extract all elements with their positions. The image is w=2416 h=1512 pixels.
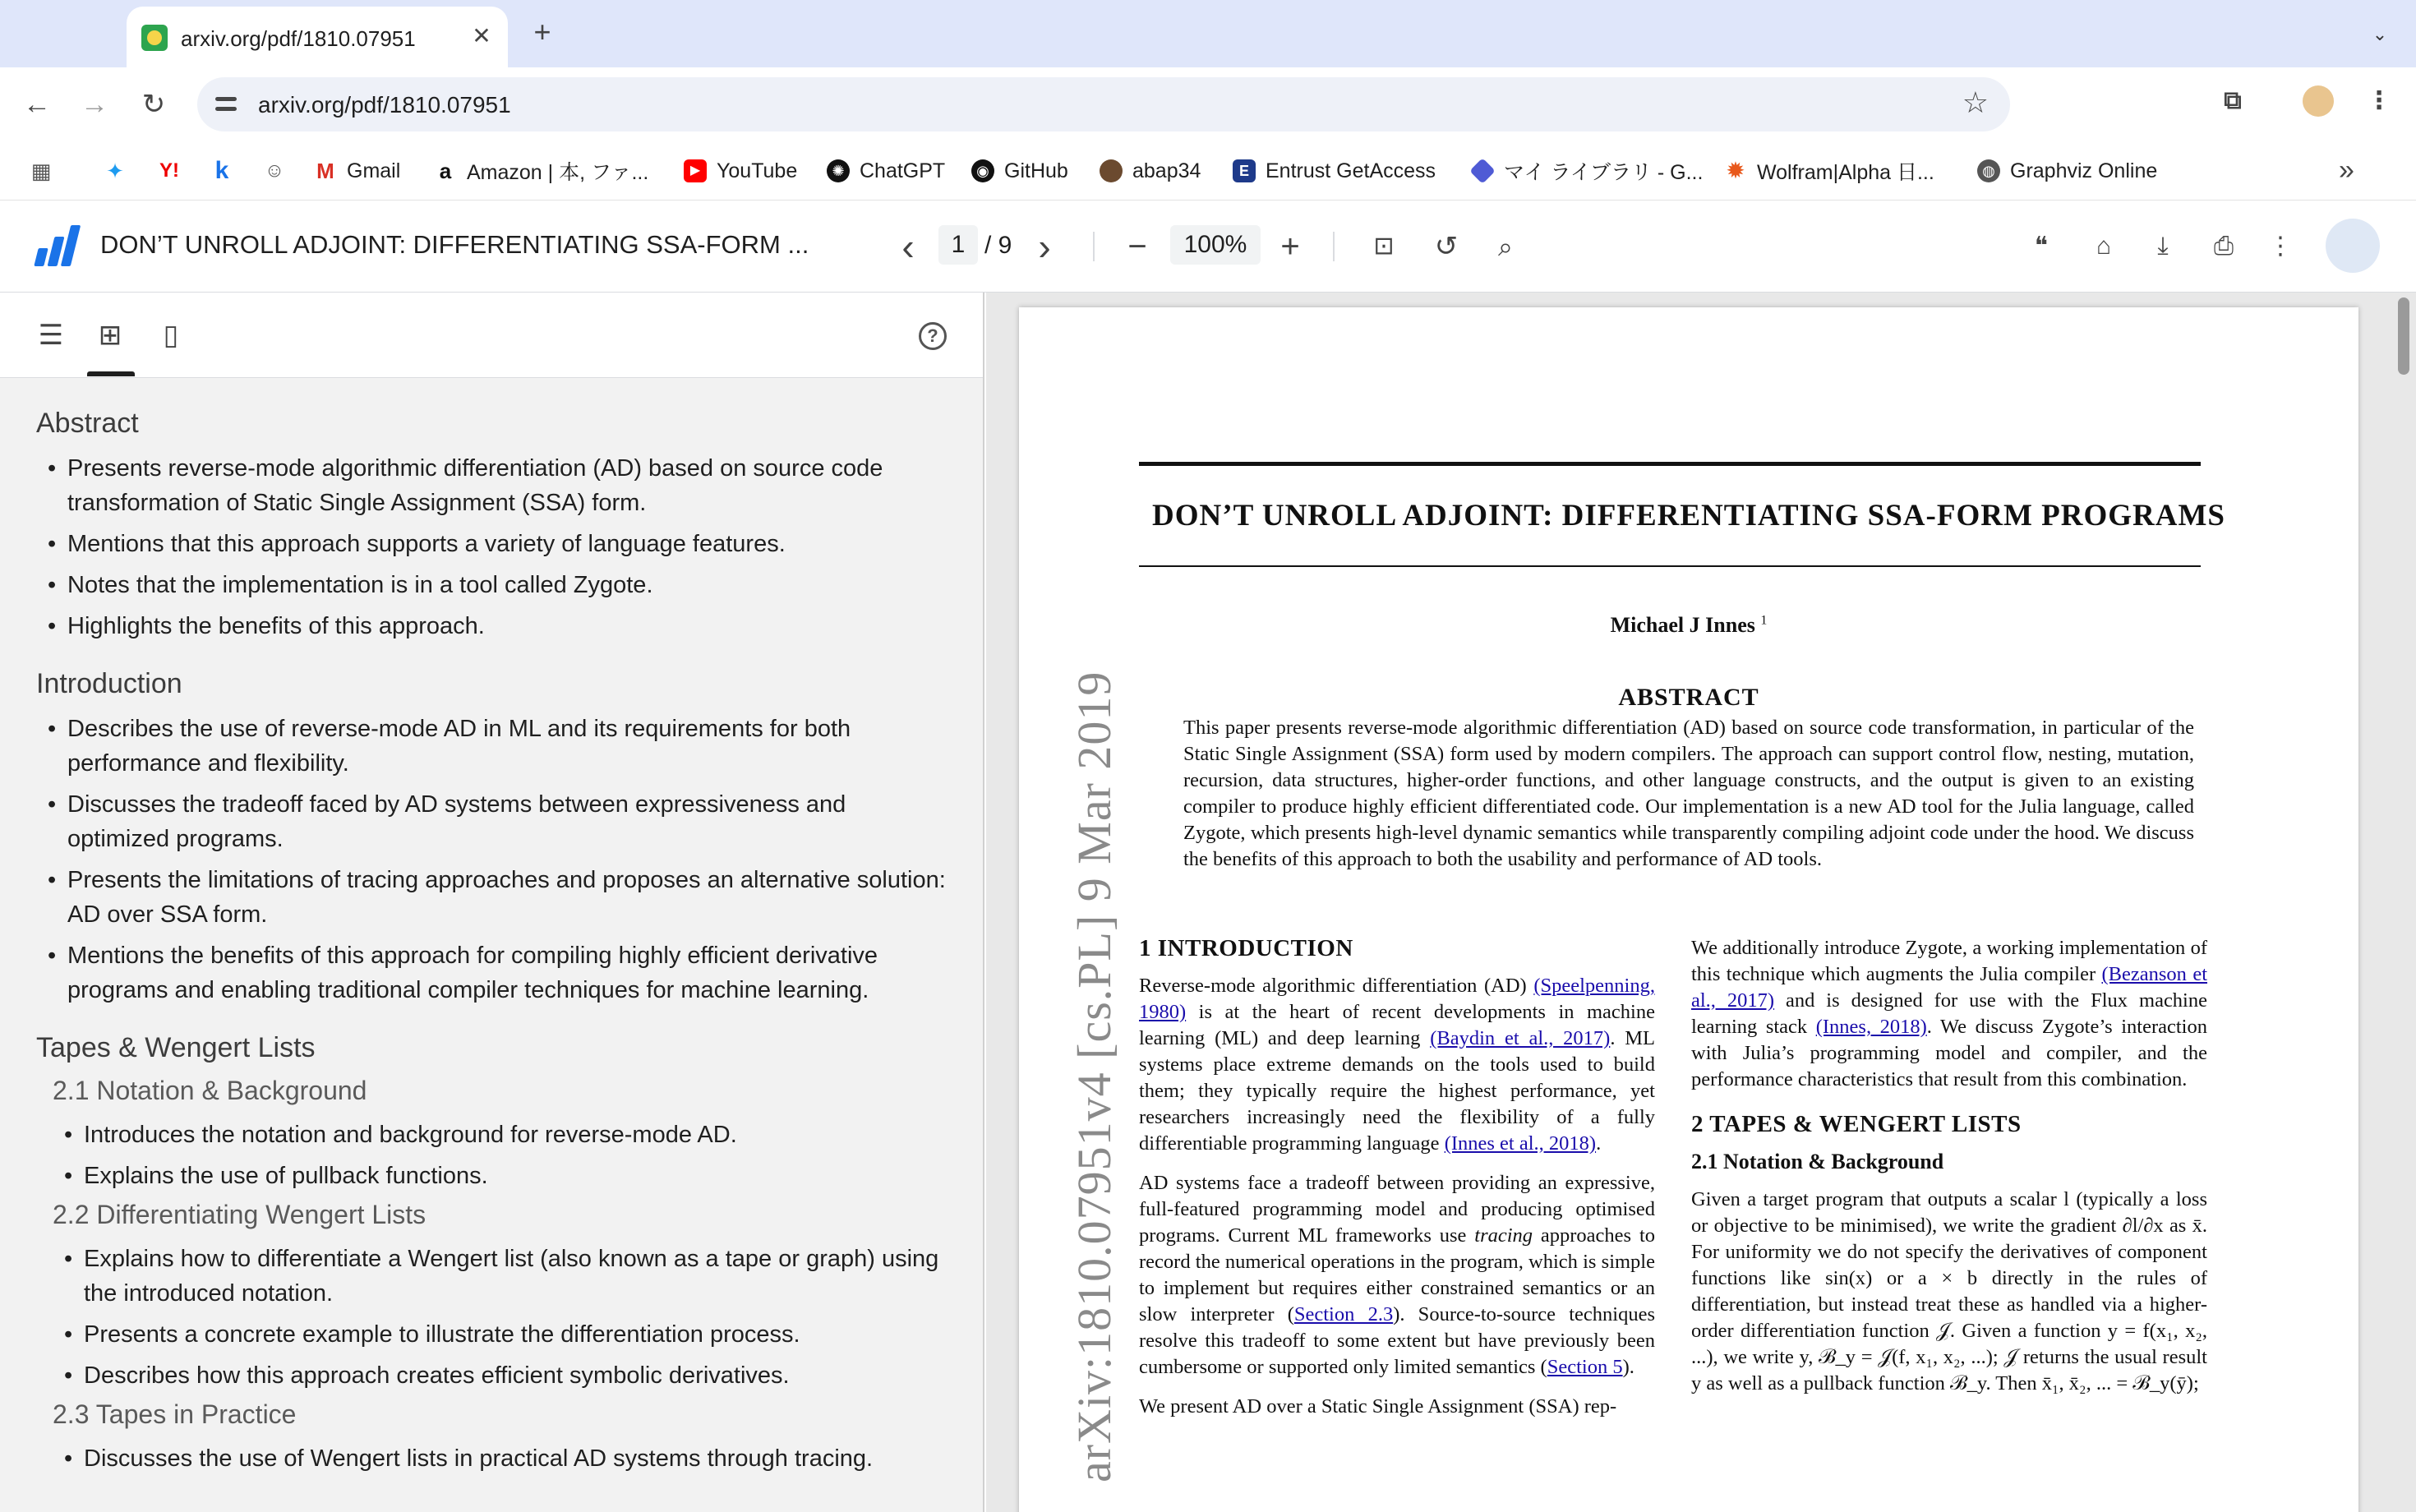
wolfram-icon: ✹ (1726, 158, 1745, 183)
list-item[interactable]: • Describes how this approach creates efficient symbolic derivatives. (36, 1358, 950, 1393)
bookmarks-bar (0, 141, 2416, 201)
youtube-icon: ▶ (684, 159, 707, 182)
title-rule-top (1139, 462, 2201, 466)
tab-document-icon[interactable]: ▯ (163, 320, 179, 351)
citation-link[interactable]: (Speelpenning, 1980) (1139, 975, 1655, 1023)
graphviz-icon: ◍ (1977, 159, 2000, 182)
list-item[interactable]: • Explains how to differentiate a Wengert list (also known as a tape or graph) using the introduced notation. (36, 1242, 950, 1311)
extensions-puzzle-icon[interactable]: ⧉ (2224, 87, 2242, 114)
scrollbar-thumb[interactable] (2398, 297, 2409, 375)
list-item[interactable]: • Notes that the implementation is in a tool called Zygote. (36, 568, 950, 602)
bookmark-amazon[interactable]: a Amazon | 本, ファ... (434, 156, 648, 186)
scholar-icon[interactable]: ⌂ (2096, 233, 2112, 260)
section-tapes (36, 1032, 950, 1476)
chrome-menu-icon[interactable]: ⋮ (2367, 87, 2391, 114)
right-column (1691, 935, 2207, 1410)
citation-link[interactable]: (Baydin et al., 2017) (1430, 1027, 1611, 1049)
paper-author: Michael J Innes $^1$ (1610, 613, 1768, 637)
title-rule-bottom (1139, 565, 2201, 567)
next-page-icon[interactable]: › (1038, 225, 1051, 268)
url-text[interactable]: arxiv.org/pdf/1810.07951 (258, 92, 511, 118)
zoom-level-input[interactable]: 100% (1170, 225, 1261, 265)
abstract-heading: ABSTRACT (1618, 684, 1759, 711)
section-introduction (36, 668, 950, 1007)
section-link[interactable]: Section 5 (1547, 1356, 1623, 1378)
citation-link[interactable]: (Innes et al., 2018) (1444, 1132, 1597, 1155)
previous-page-icon[interactable]: ‹ (901, 225, 915, 268)
pdf-page (1019, 307, 2358, 1512)
assistant-avatar[interactable] (2326, 219, 2380, 273)
print-icon[interactable]: ⎙ (2214, 233, 2234, 260)
sec2-heading: 2 TAPES & WENGERT LISTS (1691, 1111, 2022, 1137)
list-item[interactable]: • Explains the use of pullback functions. (36, 1159, 950, 1193)
pdf-viewer-logo-icon (33, 225, 79, 266)
bookmark-gmail[interactable]: M Gmail (314, 156, 400, 186)
list-item[interactable]: • Mentions that this approach supports a variety of language features. (36, 527, 950, 561)
robot-icon[interactable]: ☺ (264, 159, 285, 182)
bookmark-github[interactable]: ◉ GitHub (971, 156, 1068, 186)
zoom-in-icon[interactable]: + (1280, 228, 1300, 265)
list-item[interactable]: • Discusses the tradeoff faced by AD systems between expressiveness and optimized programs. (36, 787, 950, 856)
active-tab[interactable] (127, 7, 508, 67)
bookmarks-more-icon[interactable]: » (2339, 154, 2354, 186)
twitter-icon[interactable]: ✦ (106, 159, 124, 183)
abap34-icon (1100, 159, 1123, 182)
sec21-heading: 2.1 Notation & Background (1691, 1150, 1944, 1173)
page-total: / 9 (984, 232, 1012, 259)
active-tab-indicator (87, 371, 135, 376)
intro-paragraph-3: We present AD over a Static Single Assignment (SSA) rep- (1139, 1395, 1617, 1418)
list-item[interactable]: • Presents the limitations of tracing approaches and proposes an alternative solution: AD over SSA form. (36, 863, 950, 932)
bookmark-star-icon[interactable]: ☆ (1962, 85, 1989, 119)
sidebar-tabs (0, 293, 984, 378)
fit-to-page-icon[interactable]: ⊡ (1373, 233, 1395, 260)
download-icon[interactable]: ⤓ (2157, 233, 2169, 260)
library-icon (1469, 158, 1496, 184)
arxiv-stamp: arXiv:1810.07951v4 [cs.PL] 9 Mar 2019 (1067, 671, 1121, 1482)
toolbar-divider (1333, 232, 1335, 261)
reload-icon[interactable]: ↻ (141, 89, 166, 120)
bookmark-chatgpt[interactable]: ✺ ChatGPT (827, 156, 945, 186)
abstract-text: This paper presents reverse-mode algorithmic differentiation (AD) based on source code transformation, in particular of the Static Single Assignment (SSA) form used by modern compilers. The approach can support control flow, nesting, mutation, recursion, data structures, higher-order functions, and other language constructs, and the output is given to an existing compiler to produce highly efficient differentiated code. Our implementation is a new AD tool for the Julia language, called Zygote, which presents high-level dynamic semantics while transparently compiling adjoint code under the hood. We discuss the benefits of this approach to both the usability and performance of AD tools. (1183, 717, 2194, 870)
entrust-icon: E (1233, 159, 1256, 182)
apps-icon[interactable]: ▦ (30, 159, 52, 183)
arxiv-favicon-icon (141, 25, 168, 51)
section-abstract (36, 408, 950, 643)
tab-title: arxiv.org/pdf/1810.07951 (181, 26, 416, 51)
section-link[interactable]: Section 2.3 (1293, 1303, 1394, 1325)
list-item[interactable]: • Introduces the notation and background for reverse-mode AD. (36, 1118, 950, 1152)
bookmark-abap34[interactable]: abap34 (1100, 156, 1201, 186)
bookmark-wolfram[interactable]: ✹ Wolfram|Alpha 日... (1724, 156, 1934, 186)
pdf-toolbar (0, 201, 2416, 293)
zoom-out-icon[interactable]: − (1127, 228, 1147, 265)
extension-r-icon[interactable]: R (2046, 90, 2061, 112)
back-arrow-icon[interactable]: ← (23, 89, 51, 120)
k-icon[interactable]: k (214, 157, 229, 184)
search-icon[interactable]: ⌕ (1498, 232, 1513, 261)
list-item[interactable]: • Mentions the benefits of this approach for compiling highly efficient derivative programs and enabling traditional compiler techniques for machine learning. (36, 938, 950, 1007)
list-item[interactable]: • Discusses the use of Wengert lists in practical AD systems through tracing. (36, 1441, 950, 1476)
bookmark-entrust[interactable]: E Entrust GetAccess (1233, 156, 1436, 186)
github-icon: ◉ (971, 159, 994, 182)
section-heading[interactable]: Introduction (36, 668, 182, 699)
yahoo-icon[interactable]: Y! (159, 159, 179, 182)
tab-close-icon[interactable]: ✕ (472, 23, 491, 48)
address-bar[interactable] (197, 77, 2010, 131)
tab-ai-summary-icon[interactable]: ⊞ (98, 320, 122, 351)
toolbar-divider (1093, 232, 1095, 261)
left-column (1139, 935, 1655, 1433)
intro-paragraph-2: AD systems face a tradeoff between providing an expressive, full-featured programming model and producing optimised programs. Current ML frameworks use tracing approaches to record the numerical operations in the program, which is simple to implement but requires either constrained semantics or an slow interpreter (Section 2.3). Source-to-source techniques resolve this tradeoff to some extent but have previously been cumbersome or supported only limited semantics (Section 5). (1139, 1172, 1656, 1378)
list-item[interactable]: • Highlights the benefits of this approach. (36, 609, 950, 643)
annotation-icon[interactable]: ❝ (2034, 233, 2049, 260)
section-heading[interactable]: Tapes & Wengert Lists (36, 1032, 316, 1063)
citation-link[interactable]: (Bezanson et al., 2017) (1691, 963, 2208, 1012)
subsection-heading[interactable]: 2.3 Tapes in Practice (53, 1399, 297, 1429)
site-info-icon[interactable] (209, 87, 243, 122)
tab-strip (0, 0, 2416, 67)
list-item[interactable]: • Presents reverse-mode algorithmic differentiation (AD) based on source code transformation of Static Single Assignment (SSA) form. (36, 451, 950, 520)
page-number-input[interactable]: 1 (938, 225, 978, 265)
summary-outline (0, 378, 983, 1500)
bookmark-youtube[interactable]: ▶ YouTube (684, 156, 797, 186)
tab-search-chevron-icon[interactable]: ⌄ (2372, 24, 2388, 44)
document-title: DON’T UNROLL ADJOINT: DIFFERENTIATING SSA-FORM ... (100, 230, 809, 259)
list-item[interactable]: • Describes the use of reverse-mode AD in ML and its requirements for both performance and flexibility. (36, 712, 950, 781)
amazon-icon: a (439, 159, 452, 183)
extension-shield-icon[interactable]: ◆ (2164, 90, 2180, 112)
citation-link[interactable]: (Innes, 2018) (1815, 1016, 1927, 1038)
intro-paragraph-1: Reverse-mode algorithmic differentiation (AD) (Speelpenning, 1980) is at the heart of recent developments in machine learning (ML) and deep learning (Baydin et al., 2017). ML systems place extreme demands on the tools used to build them; they typically require the highest performance, yet researchers increasingly need the flexibility of a fully differentiable programming language (Innes et al., 2018). (1139, 975, 1656, 1155)
profile-avatar[interactable] (2303, 85, 2334, 117)
bookmark-graphviz[interactable]: ◍ Graphviz Online (1977, 156, 2157, 186)
more-options-icon[interactable]: ⋮ (2268, 233, 2293, 260)
list-item[interactable]: • Presents a concrete example to illustrate the differentiation process. (36, 1317, 950, 1352)
gmail-icon: M (316, 159, 334, 183)
section-heading[interactable]: Abstract (36, 408, 139, 439)
outline-sidebar (0, 293, 984, 1512)
extension-grammarly-icon[interactable]: G (2105, 90, 2121, 112)
help-icon[interactable]: ? (919, 322, 947, 350)
tab-outline-list-icon[interactable]: ☰ (38, 320, 64, 351)
bookmark-library[interactable]: マイ ライブラリ - G... (1471, 156, 1703, 186)
paper-title: DON’T UNROLL ADJOINT: DIFFERENTIATING SSA-FORM PROGRAMS (1152, 499, 2225, 532)
rotate-icon[interactable]: ↺ (1434, 231, 1459, 262)
subsection-heading[interactable]: 2.1 Notation & Background (53, 1076, 367, 1105)
intro-heading: 1 INTRODUCTION (1139, 935, 1353, 961)
new-tab-button[interactable]: + (533, 15, 551, 48)
sec21-paragraph: Given a target program that outputs a scalar l (typically a loss or objective to be minimised), we write the gradient ∂l/∂x as x̄. For uniformity we do not specify the derivatives of component functions like sin(x) or a × b directly in the rules of differentiation, but instead treat these as handled via a higher-order differentiation function 𝒥. Given a function y = f(x₁, x₂, ...), we write y, ℬ_y = 𝒥(f, x₁, x₂, ...); 𝒥 returns the usual result y as well as a pullback function ℬ_y. Then x̄₁, x̄₂, ... = ℬ_y(ȳ); (1691, 1188, 2207, 1394)
right-paragraph-1: We additionally introduce Zygote, a working implementation of this technique which augments the Julia compiler (Bezanson et al., 2017) and is designed for use with the Flux machine learning stack (Innes, 2018). We discuss Zygote’s interaction with Julia’s programming model and compiler, and the performance characteristics that result from this combination. (1691, 937, 2208, 1090)
chatgpt-icon: ✺ (827, 159, 850, 182)
subsection-heading[interactable]: 2.2 Differentiating Wengert Lists (53, 1200, 426, 1229)
forward-arrow-icon[interactable]: → (81, 89, 108, 120)
